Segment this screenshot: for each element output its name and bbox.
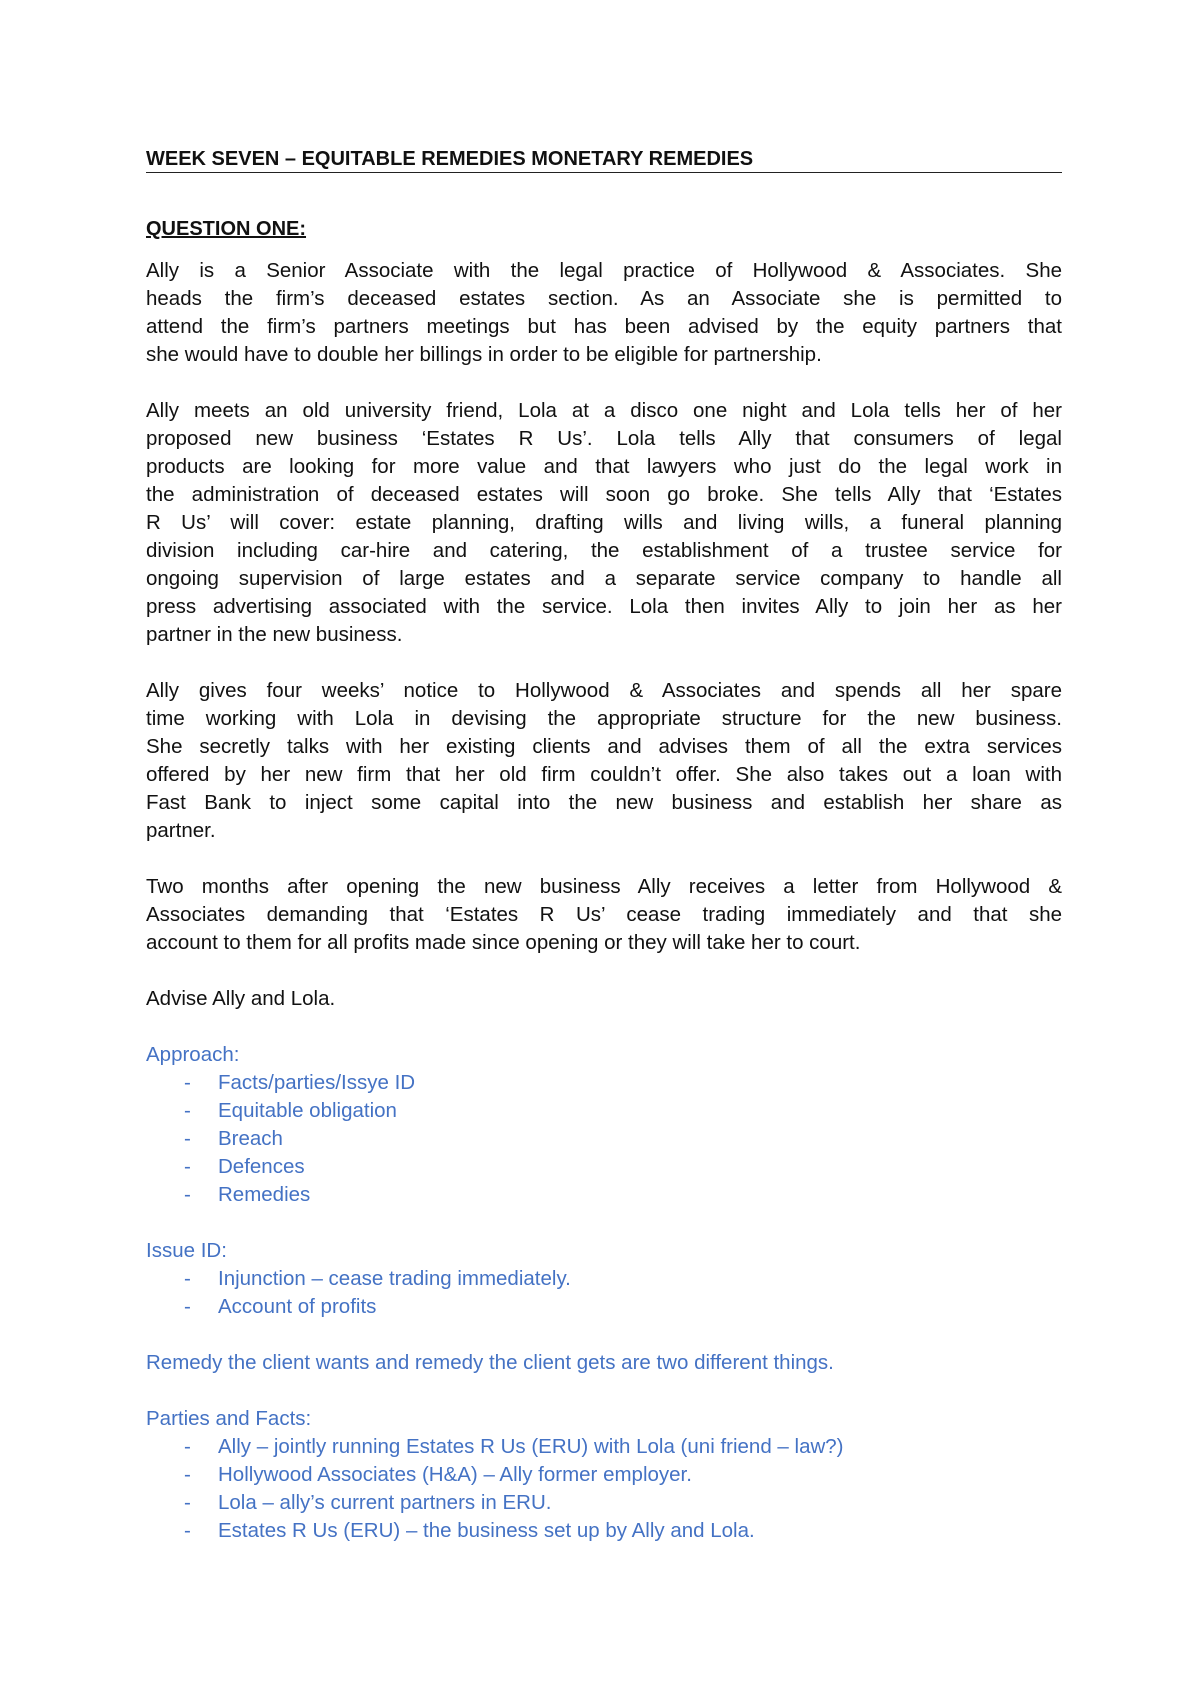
dash-bullet: - bbox=[184, 1435, 191, 1458]
paragraph-line: ongoing supervision of large estates and a separate service company to handle all bbox=[146, 567, 1062, 590]
question-paragraph-3 bbox=[146, 677, 1062, 845]
list-item: - Equitable obligation bbox=[146, 1097, 415, 1125]
list-item: - Hollywood Associates (H&A) – Ally former employer. bbox=[146, 1461, 844, 1489]
paragraph-line: time working with Lola in devising the appropriate structure for the new business. bbox=[146, 707, 1062, 730]
document-title: WEEK SEVEN – EQUITABLE REMEDIES MONETARY REMEDIES bbox=[146, 146, 1062, 173]
approach-heading: Approach: bbox=[146, 1043, 240, 1066]
paragraph-line: Ally is a Senior Associate with the legal practice of Hollywood & Associates. She bbox=[146, 259, 1062, 282]
question-paragraph-1 bbox=[146, 257, 1062, 369]
question-heading: QUESTION ONE: bbox=[146, 218, 307, 240]
paragraph-line: Ally gives four weeks’ notice to Hollywood & Associates and spends all her spare bbox=[146, 679, 1062, 702]
paragraph-line: R Us’ will cover: estate planning, drafting wills and living wills, a funeral planning bbox=[146, 511, 1062, 534]
paragraph-line: partner. bbox=[146, 819, 216, 842]
paragraph-line: division including car-hire and catering, the establishment of a trustee service for bbox=[146, 539, 1062, 562]
paragraph-line: offered by her new firm that her old firm couldn’t offer. She also takes out a loan with bbox=[146, 763, 1062, 786]
question-paragraph-4 bbox=[146, 873, 1062, 957]
paragraph-line: she would have to double her billings in order to be eligible for partnership. bbox=[146, 343, 822, 366]
list-item: - Defences bbox=[146, 1153, 415, 1181]
remedy-note: Remedy the client wants and remedy the client gets are two different things. bbox=[146, 1351, 834, 1374]
approach-section bbox=[146, 1041, 415, 1209]
paragraph-line: Fast Bank to inject some capital into the new business and establish her share as bbox=[146, 791, 1062, 814]
paragraph-line: products are looking for more value and that lawyers who just do the legal work in bbox=[146, 455, 1062, 478]
dash-bullet: - bbox=[184, 1519, 191, 1542]
paragraph-line: heads the firm’s deceased estates section. As an Associate she is permitted to bbox=[146, 287, 1062, 310]
parties-heading: Parties and Facts: bbox=[146, 1407, 312, 1430]
dash-bullet: - bbox=[184, 1463, 191, 1486]
paragraph-line: Two months after opening the new business Ally receives a letter from Hollywood & bbox=[146, 875, 1062, 898]
dash-bullet: - bbox=[184, 1491, 191, 1514]
paragraph-line: She secretly talks with her existing clients and advises them of all the extra services bbox=[146, 735, 1062, 758]
issue-id-list bbox=[146, 1265, 571, 1321]
approach-list bbox=[146, 1069, 415, 1209]
list-item: - Account of profits bbox=[146, 1293, 571, 1321]
dash-bullet: - bbox=[184, 1099, 191, 1122]
dash-bullet: - bbox=[184, 1295, 191, 1318]
paragraph-line: attend the firm’s partners meetings but has been advised by the equity partners that bbox=[146, 315, 1062, 338]
paragraph-line: Ally meets an old university friend, Lola at a disco one night and Lola tells her of her bbox=[146, 399, 1062, 422]
issue-id-heading: Issue ID: bbox=[146, 1239, 227, 1262]
list-item: - Facts/parties/Issye ID bbox=[146, 1069, 415, 1097]
list-item: - Estates R Us (ERU) – the business set up by Ally and Lola. bbox=[146, 1517, 844, 1545]
paragraph-line: Associates demanding that ‘Estates R Us’ cease trading immediately and that she bbox=[146, 903, 1062, 926]
parties-section bbox=[146, 1405, 844, 1545]
parties-list bbox=[146, 1433, 844, 1545]
paragraph-line: account to them for all profits made since opening or they will take her to court. bbox=[146, 931, 861, 954]
paragraph-line: the administration of deceased estates will soon go broke. She tells Ally that ‘Estates bbox=[146, 483, 1062, 506]
issue-id-section bbox=[146, 1237, 571, 1321]
dash-bullet: - bbox=[184, 1155, 191, 1178]
dash-bullet: - bbox=[184, 1267, 191, 1290]
list-item: - Remedies bbox=[146, 1181, 415, 1209]
paragraph-line: press advertising associated with the service. Lola then invites Ally to join her as her bbox=[146, 595, 1062, 618]
list-item: - Injunction – cease trading immediately. bbox=[146, 1265, 571, 1293]
list-item: - Ally – jointly running Estates R Us (ERU) with Lola (uni friend – law?) bbox=[146, 1433, 844, 1461]
list-item: - Lola – ally’s current partners in ERU. bbox=[146, 1489, 844, 1517]
dash-bullet: - bbox=[184, 1183, 191, 1206]
advise-line: Advise Ally and Lola. bbox=[146, 987, 336, 1010]
dash-bullet: - bbox=[184, 1127, 191, 1150]
list-item: - Breach bbox=[146, 1125, 415, 1153]
dash-bullet: - bbox=[184, 1071, 191, 1094]
paragraph-line: partner in the new business. bbox=[146, 623, 403, 646]
paragraph-line: proposed new business ‘Estates R Us’. Lola tells Ally that consumers of legal bbox=[146, 427, 1062, 450]
question-paragraph-2 bbox=[146, 397, 1062, 649]
